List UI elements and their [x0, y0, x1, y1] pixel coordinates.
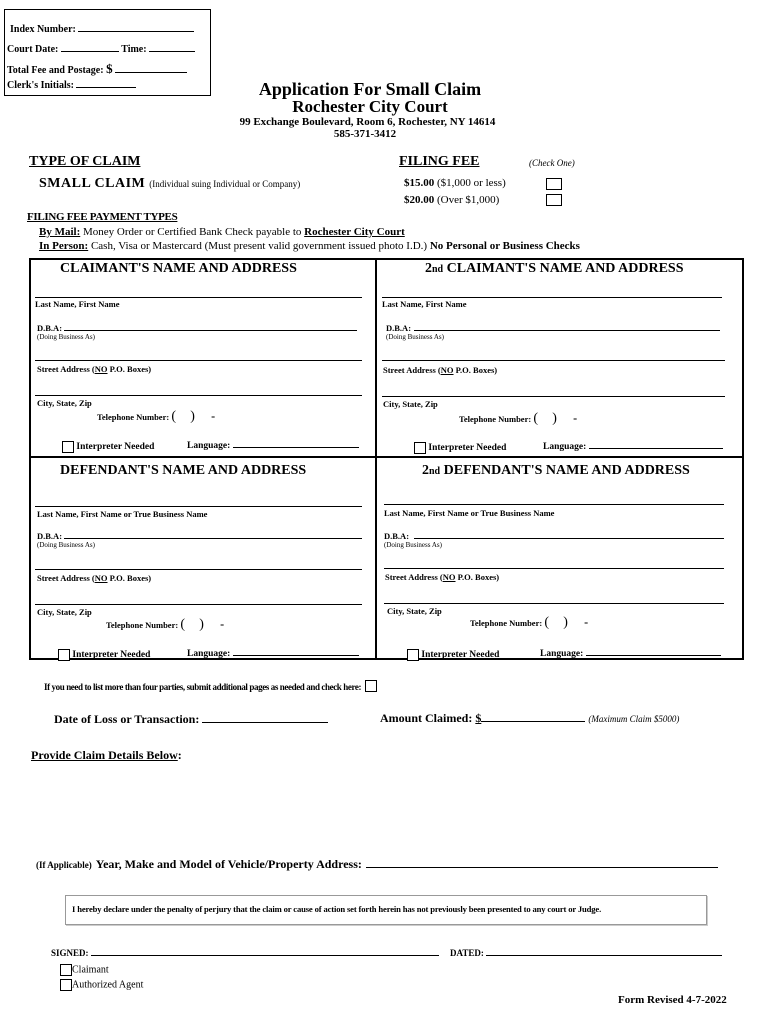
street-rest: P.O. Boxes): [457, 572, 500, 582]
defendant-dba-label: D.B.A:: [37, 531, 63, 541]
defendant2-language: [540, 649, 721, 659]
claimant2-title: CLAIMANT'S NAME AND ADDRESS: [446, 261, 684, 276]
claimant2-city-label: City, State, Zip: [383, 399, 438, 409]
fee-note-20: (Over $1,000): [437, 194, 500, 206]
court-date-field[interactable]: [61, 51, 119, 52]
claimant2-name-line[interactable]: [382, 297, 722, 298]
court-address: 99 Exchange Boulevard, Room 6, Rochester, NY 14614: [239, 116, 496, 128]
street-no: NO: [94, 573, 108, 583]
defendant-phone: [106, 617, 224, 633]
claim-details-heading: [31, 748, 182, 763]
by-mail-payee: Rochester City Court: [304, 226, 405, 238]
street-rest: P.O. Boxes): [109, 573, 152, 583]
claimant-street-line[interactable]: [35, 360, 362, 361]
defendant2-title: DEFENDANT'S NAME AND ADDRESS: [443, 463, 690, 478]
in-person-label: In Person:: [39, 240, 89, 252]
defendant-street-label: [37, 573, 151, 583]
defendant-dba-line[interactable]: [64, 538, 362, 539]
defendant-interpreter-checkbox[interactable]: [58, 649, 70, 661]
declaration-box: [65, 895, 707, 925]
claimant2-language-label: Language:: [543, 442, 587, 452]
form-revised: Form Revised 4-7-2022: [618, 994, 727, 1006]
signed-label: SIGNED:: [51, 948, 89, 958]
defendant-phone-label: Telephone Number:: [106, 620, 179, 630]
street-label-prefix: Street Address (: [37, 573, 95, 583]
claimant-interpreter-checkbox[interactable]: [62, 441, 74, 453]
fee-option-15: [404, 177, 506, 189]
date-of-loss: [54, 712, 328, 727]
small-claim-line: [39, 174, 300, 192]
claim-details-label: Provide Claim Details Below: [31, 748, 178, 762]
small-claim-note: (Individual suing Individual or Company): [149, 179, 301, 189]
paren-close: ): [563, 615, 568, 630]
filing-fee-heading: FILING FEE: [399, 154, 480, 169]
fee-note-15: ($1,000 or less): [437, 177, 506, 189]
claimant2-street-line[interactable]: [382, 360, 725, 361]
street-no: NO: [442, 572, 456, 582]
claimant-city-line[interactable]: [35, 395, 362, 396]
dated-field[interactable]: [486, 955, 722, 956]
paren-open: (: [180, 617, 185, 632]
by-mail-label: By Mail:: [39, 226, 81, 238]
claimant2-city-line[interactable]: [382, 396, 725, 397]
amount-claimed: [380, 711, 679, 726]
claimant-language-label: Language:: [187, 441, 231, 451]
defendant-language-field[interactable]: [233, 655, 359, 656]
court-date-label: Court Date:: [7, 44, 59, 55]
claim-details-area[interactable]: [31, 768, 736, 850]
defendant2-phone-label: Telephone Number:: [470, 618, 543, 628]
fee-amount-15: $15.00: [404, 177, 435, 189]
court-name: Rochester City Court: [292, 97, 448, 116]
street-label-prefix: Street Address (: [37, 364, 95, 374]
paren-close: ): [190, 409, 195, 424]
more-parties-line: [44, 677, 377, 695]
claimant2-phone: [459, 411, 577, 427]
grid-horizontal-divider: [29, 456, 742, 458]
claimant2-phone-label: Telephone Number:: [459, 414, 532, 424]
defendant-name-line[interactable]: [35, 506, 362, 507]
defendant-dba-note: (Doing Business As): [37, 541, 95, 549]
in-person-bold: No Personal or Business Checks: [429, 240, 580, 252]
clerk-box: [4, 9, 211, 96]
clerks-initials-field[interactable]: [76, 87, 136, 88]
amount-claimed-label: Amount Claimed:: [380, 711, 473, 725]
in-person-line: [39, 240, 580, 252]
vehicle-label: Year, Make and Model of Vehicle/Property Address:: [95, 857, 362, 871]
claimant-language: [187, 441, 359, 451]
defendant2-language-label: Language:: [540, 649, 584, 659]
defendant2-sup: nd: [429, 466, 441, 477]
phone-dash: -: [573, 411, 578, 425]
paren-close: ): [199, 617, 204, 632]
claimant-checkbox[interactable]: [60, 964, 72, 976]
index-number-label: Index Number:: [10, 24, 76, 35]
street-rest: P.O. Boxes): [455, 365, 498, 375]
claimant-name-line[interactable]: [35, 297, 362, 298]
fee-option-20: [404, 194, 499, 206]
paren-open: (: [171, 409, 176, 424]
street-rest: P.O. Boxes): [109, 364, 152, 374]
type-of-claim-heading: TYPE OF CLAIM: [29, 154, 141, 169]
defendant2-street-label: [385, 572, 499, 582]
defendant2-dba-note: (Doing Business As): [384, 541, 442, 549]
agent-check: [60, 979, 143, 991]
phone-dash: -: [220, 617, 225, 631]
agent-checkbox[interactable]: [60, 979, 72, 991]
index-number-field[interactable]: [78, 31, 194, 32]
defendant2-dba-label: D.B.A:: [384, 531, 410, 541]
claimant2-language: [543, 442, 723, 452]
clerks-initials-label: Clerk's Initials:: [7, 80, 74, 91]
claimant-check-label: Claimant: [72, 964, 109, 976]
time-field[interactable]: [149, 51, 195, 52]
claimant-dba-label: D.B.A:: [37, 323, 63, 333]
party-grid: [29, 258, 744, 660]
street-label-prefix: Street Address (: [383, 365, 441, 375]
paren-open: (: [544, 615, 549, 630]
in-person-text: Cash, Visa or Mastercard (Must present valid government issued photo I.D.): [90, 240, 428, 252]
claimant2-name-label: Last Name, First Name: [382, 299, 467, 309]
defendant-street-line[interactable]: [35, 569, 362, 570]
defendant2-street-line[interactable]: [384, 568, 724, 569]
dated-label: DATED:: [450, 948, 484, 958]
vehicle-prefix: (If Applicable): [36, 860, 92, 870]
defendant2-interpreter-label: Interpreter Needed: [421, 650, 500, 661]
claimant-interpreter-label: Interpreter Needed: [76, 442, 155, 453]
street-label-prefix: Street Address (: [385, 572, 443, 582]
by-mail-text: Money Order or Certified Bank Check payable to: [83, 226, 302, 238]
claim-details-colon: :: [177, 748, 182, 762]
claimant2-interpreter: [414, 442, 506, 454]
defendant-interpreter-label: Interpreter Needed: [72, 650, 151, 661]
claimant-dba-note: (Doing Business As): [37, 333, 95, 341]
claimant2-heading: [425, 261, 684, 277]
check-one-note: (Check One): [529, 158, 575, 168]
signed-line: [51, 948, 439, 958]
defendant-interpreter: [58, 649, 150, 661]
date-of-loss-field[interactable]: [202, 722, 328, 723]
total-fee-label: Total Fee and Postage:: [7, 65, 104, 76]
claimant-heading: CLAIMANT'S NAME AND ADDRESS: [60, 261, 297, 276]
signature-field[interactable]: [91, 955, 439, 956]
defendant2-prefix: 2: [422, 463, 429, 478]
claimant-street-label: [37, 364, 151, 374]
more-parties-text: If you need to list more than four parties, submit additional pages as needed and check here:: [44, 682, 362, 692]
grid-vertical-divider: [375, 258, 377, 658]
amount-claimed-field[interactable]: [481, 721, 585, 722]
claimant-name-label: Last Name, First Name: [35, 299, 120, 309]
defendant2-name-label: Last Name, First Name or True Business Name: [384, 508, 555, 518]
paren-close: ): [552, 411, 557, 426]
street-no: NO: [440, 365, 454, 375]
defendant2-dba-line[interactable]: [414, 538, 724, 539]
time-label: Time:: [121, 44, 147, 55]
claimant-interpreter: [62, 441, 154, 453]
defendant-city-line[interactable]: [35, 604, 362, 605]
claimant-language-field[interactable]: [233, 447, 359, 448]
claimant2-prefix: 2: [425, 261, 432, 276]
dated-line: [450, 948, 722, 958]
dollar-sign: $: [106, 61, 113, 76]
defendant-heading: DEFENDANT'S NAME AND ADDRESS: [60, 463, 307, 478]
phone-dash: -: [584, 615, 589, 629]
court-phone: 585-371-3412: [333, 128, 397, 140]
paren-open: (: [533, 411, 538, 426]
claimant2-dba-line[interactable]: [414, 330, 720, 331]
defendant2-name-line[interactable]: [384, 504, 724, 505]
defendant2-phone: [470, 615, 588, 631]
vehicle-field[interactable]: [366, 867, 718, 868]
small-claim-label: SMALL CLAIM: [39, 176, 146, 191]
defendant-name-label: Last Name, First Name or True Business Name: [37, 509, 208, 519]
page-title: Application For Small Claim: [258, 79, 482, 99]
claimant-check: [60, 964, 109, 976]
total-fee-field[interactable]: [115, 72, 187, 73]
claimant-phone-label: Telephone Number:: [97, 412, 170, 422]
max-claim-note: (Maximum Claim $5000): [588, 714, 680, 724]
by-mail-line: [39, 226, 405, 238]
fee-20-checkbox[interactable]: [546, 194, 562, 206]
date-of-loss-label: Date of Loss or Transaction:: [54, 712, 200, 726]
claimant2-language-field[interactable]: [589, 448, 723, 449]
claimant-phone: [97, 409, 215, 425]
defendant2-city-label: City, State, Zip: [387, 606, 442, 616]
defendant2-language-field[interactable]: [586, 655, 721, 656]
amount-dollar: $: [475, 711, 482, 725]
claimant-dba-line[interactable]: [64, 330, 357, 331]
defendant-language-label: Language:: [187, 649, 231, 659]
defendant-city-label: City, State, Zip: [37, 607, 92, 617]
claimant2-interpreter-label: Interpreter Needed: [428, 443, 507, 454]
vehicle-line: [36, 855, 718, 873]
claimant2-dba-note: (Doing Business As): [386, 333, 444, 341]
claimant2-dba-label: D.B.A:: [386, 323, 412, 333]
fee-amount-20: $20.00: [404, 194, 435, 206]
claimant2-street-label: [383, 365, 497, 375]
claimant2-sup: nd: [432, 264, 444, 275]
defendant-language: [187, 649, 359, 659]
defendant2-city-line[interactable]: [384, 603, 724, 604]
fee-15-checkbox[interactable]: [546, 178, 562, 190]
claimant-city-label: City, State, Zip: [37, 398, 92, 408]
phone-dash: -: [211, 409, 216, 423]
defendant2-interpreter-checkbox[interactable]: [407, 649, 419, 661]
agent-check-label: Authorized Agent: [72, 979, 144, 991]
claimant2-interpreter-checkbox[interactable]: [414, 442, 426, 454]
declaration-text: I hereby declare under the penalty of perjury that the claim or cause of action set forth herein has not previously been presented to any court or Judge.: [72, 904, 602, 914]
street-no: NO: [94, 364, 108, 374]
payment-types-heading: FILING FEE PAYMENT TYPES: [27, 211, 178, 223]
defendant2-heading: [422, 463, 690, 479]
more-parties-checkbox[interactable]: [365, 680, 377, 692]
defendant2-interpreter: [407, 649, 499, 661]
